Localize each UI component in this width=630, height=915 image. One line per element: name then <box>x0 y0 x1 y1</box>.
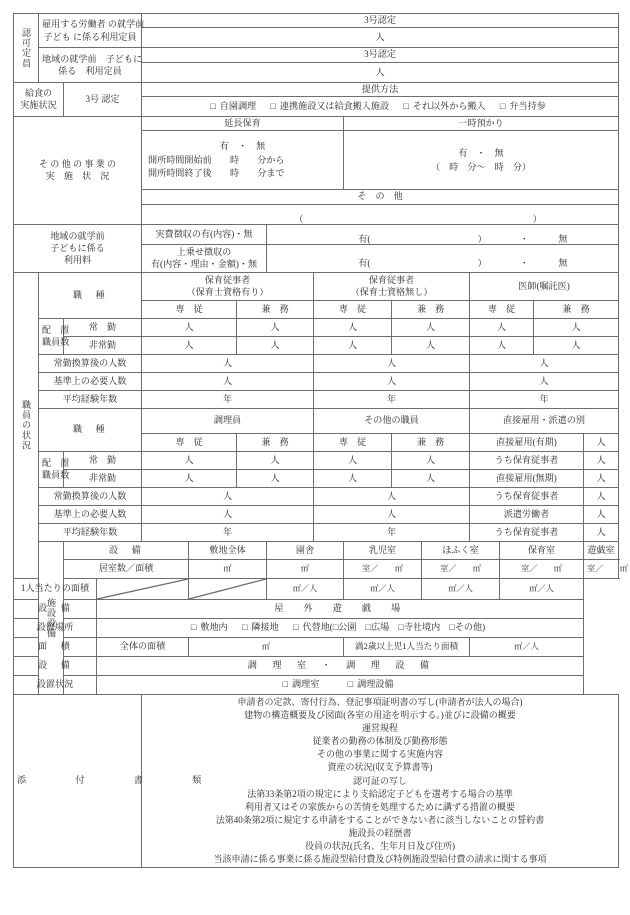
staff-block2-fulltime-row <box>14 451 619 469</box>
capacity-item-1-label: 地域の就学前 子どもに 係る 利用定員 <box>39 48 142 82</box>
attachment-item: 役員の状況(氏名、生年月日及び住所) <box>305 841 456 852</box>
staff-b2-r0-c2[interactable]: 人 <box>314 451 392 469</box>
staff-b1-r1-c3[interactable]: 人 <box>392 336 470 354</box>
staff-b1-r1-c4[interactable]: 人 <box>470 336 534 354</box>
facility-per-person-v1-diagonal <box>189 578 267 599</box>
staff-block2-row-0-label: 常 勤 <box>64 451 142 469</box>
staff-label-text: 職員の状況 <box>21 400 31 451</box>
fees-item-0-label: 実費徴収の有(内容)・無 <box>142 224 267 244</box>
staff-emp-row-0-label: 直接雇用(有期) <box>470 433 584 451</box>
capacity-section-label <box>14 14 39 83</box>
staff-block1-summary-1 <box>14 372 619 390</box>
kitchen-equipment-label: 設 備 <box>14 656 97 675</box>
temporary-care-timerange[interactable]: （ 時 分～ 時 分） <box>430 161 532 172</box>
outdoor-title: 屋 外 遊 戯 場 <box>97 599 584 618</box>
capacity-item-0-certification: 3号認定 <box>142 14 619 28</box>
staff-block1-row-0-label: 常 勤 <box>64 318 142 336</box>
capacity-row-2a <box>14 48 619 62</box>
staff-b1-sum0-label: 常勤換算後の人数 <box>39 354 142 372</box>
staff-b1-sum0-v1[interactable]: 人 <box>314 354 470 372</box>
extended-care-after[interactable]: 開所時間終了後 時 分まで <box>148 168 285 179</box>
staff-emp-row-5-value[interactable]: 人 <box>584 523 619 541</box>
facility-per-person-v3[interactable]: ㎡／人 <box>344 578 422 599</box>
staff-b1-r0-c5[interactable]: 人 <box>534 318 619 336</box>
outdoor-location-label: 設置場所 <box>14 618 97 637</box>
facility-rooms-area-label: 居室数／面積 <box>64 559 189 578</box>
facility-rooms-area-row <box>14 559 619 578</box>
staff-block2-type-label: 職 種 <box>39 408 142 451</box>
extended-care-before[interactable]: 開所時間開始前 時 分から <box>148 154 285 165</box>
capacity-item-1-certification: 3号認定 <box>142 48 619 62</box>
outdoor-title-row <box>14 599 619 618</box>
attachment-item: 運営規程 <box>362 723 399 734</box>
kitchen-status-options[interactable] <box>97 675 584 694</box>
outdoor-per-child-label: 満2歳以上児1人当たり面積 <box>344 637 470 656</box>
staff-b2-r1-c3[interactable]: 人 <box>392 469 470 487</box>
staff-b2-sum2-label: 平均経験年数 <box>39 523 142 541</box>
meals-method-header: 提供方法 <box>142 82 619 96</box>
staff-block1-category-1: 保育従事者 （保育士資格無し） <box>314 272 470 300</box>
staff-block1-subcol-2: 専 従 <box>314 300 392 318</box>
other-services-header-row <box>14 117 619 131</box>
attachment-item: 施設長の経歴書 <box>348 828 412 839</box>
application-form-table <box>13 13 628 868</box>
staff-block2-summary-2 <box>14 523 619 541</box>
staff-block1-subcol-4: 専 従 <box>470 300 534 318</box>
attachments-row <box>14 694 619 868</box>
extended-care-detail[interactable] <box>142 131 344 190</box>
attachment-item: 法第40条第2項に規定する申請をすることができない者に該当しないことの誓約書 <box>215 814 545 825</box>
attachment-item: 認可証の写し <box>353 775 408 786</box>
attachment-item: 申請者の定款、寄付行為、登記事項証明書の写し(申請者が法人の場合) <box>237 696 523 707</box>
staff-block2-subcol-0: 専 従 <box>142 433 237 451</box>
staff-b1-r0-c1[interactable]: 人 <box>237 318 314 336</box>
staff-block1-count-label: 配 置 職員数 <box>39 318 64 354</box>
facility-label-text: 施設設備 <box>46 597 56 638</box>
staff-block2-count-label: 配 置 職員数 <box>39 451 64 487</box>
staff-emp-row-0-value[interactable]: 人 <box>584 433 619 451</box>
attachment-item: その他の事業に関する実施内容 <box>317 749 444 760</box>
staff-b1-sum0-v2[interactable]: 人 <box>470 354 619 372</box>
staff-emp-row-1-value[interactable]: 人 <box>584 451 619 469</box>
temporary-care-detail[interactable] <box>344 131 619 190</box>
staff-b2-sum0-label: 常勤換算後の人数 <box>39 487 142 505</box>
staff-b2-r1-c1[interactable]: 人 <box>237 469 314 487</box>
facility-per-person-v0-diagonal <box>97 578 189 599</box>
facility-rooms-v3[interactable]: 室／ ㎡ <box>422 559 500 578</box>
facility-rooms-v2[interactable]: 室／ ㎡ <box>344 559 422 578</box>
fees-row-0 <box>14 224 619 244</box>
staff-b1-sum1-v1[interactable]: 人 <box>314 372 470 390</box>
staff-b2-sum0-v1[interactable]: 人 <box>314 487 470 505</box>
fees-item-0-value[interactable]: 有( ） ・ 無 <box>267 224 619 244</box>
facility-columns-row <box>14 541 619 559</box>
attachment-item: 利用者又はその家族からの苦情を処理するために講ずる措置の概要 <box>245 801 516 812</box>
staff-emp-row-5-label: うち保育従事者 <box>470 523 584 541</box>
meals-certification-label: 3号 認定 <box>64 82 142 116</box>
staff-block1-subcol-0: 専 従 <box>142 300 237 318</box>
staff-b1-r1-c1[interactable]: 人 <box>237 336 314 354</box>
staff-b2-sum2-v0[interactable]: 年 <box>142 523 314 541</box>
facility-rooms-v5[interactable]: 室／ ㎡ <box>584 559 619 578</box>
facility-col-3: ほふく室 <box>422 541 500 559</box>
staff-block1-subcol-5: 兼 務 <box>534 300 619 318</box>
staff-b1-r1-c5[interactable]: 人 <box>534 336 619 354</box>
staff-block1-category-2: 医師(嘱託医) <box>470 272 619 300</box>
capacity-label-text: 認可定員 <box>21 27 31 69</box>
kitchen-option-0[interactable]: □ 調理室 <box>282 679 320 690</box>
outdoor-location-options[interactable] <box>97 618 584 637</box>
staff-emp-row-1-label: うち保育従事者 <box>470 451 584 469</box>
kitchen-status-label: 設置状況 <box>14 675 97 694</box>
staff-block2-subcol-3: 兼 務 <box>392 433 470 451</box>
staff-block1-category-row <box>14 272 619 300</box>
other-services-other-value[interactable]: （ ） <box>142 204 619 224</box>
staff-b2-r0-c1[interactable]: 人 <box>237 451 314 469</box>
meals-option-0[interactable]: □ 自園調理 <box>210 100 257 111</box>
outdoor-area-label: 面 積 <box>14 637 97 656</box>
facility-per-person-v4[interactable]: ㎡／人 <box>422 578 500 599</box>
kitchen-status-row <box>14 675 619 694</box>
staff-b2-r1-c0[interactable]: 人 <box>142 469 237 487</box>
facility-col-2: 乳児室 <box>344 541 422 559</box>
staff-b2-r1-c2[interactable]: 人 <box>314 469 392 487</box>
temporary-care-header: 一時預かり <box>344 117 619 131</box>
staff-block2-summary-0 <box>14 487 619 505</box>
staff-block1-subcol-3: 兼 務 <box>392 300 470 318</box>
staff-b1-sum0-v0[interactable]: 人 <box>142 354 314 372</box>
staff-b2-sum1-v0[interactable]: 人 <box>142 505 314 523</box>
facility-per-person-v5[interactable]: ㎡／人 <box>500 578 584 599</box>
staff-block2-summary-1 <box>14 505 619 523</box>
meals-option-3[interactable]: □ 弁当持参 <box>499 100 546 111</box>
staff-emp-row-2-value[interactable]: 人 <box>584 469 619 487</box>
outdoor-total-area-label: 全体の面積 <box>97 637 189 656</box>
staff-b2-sum2-v1[interactable]: 年 <box>314 523 470 541</box>
meals-option-1[interactable]: □ 連携施設又は給食搬入施設 <box>270 100 390 111</box>
staff-block1-parttime-row <box>14 336 619 354</box>
fees-item-1-value[interactable]: 有( ） ・ 無 <box>267 244 619 272</box>
facility-per-person-row <box>14 578 619 599</box>
staff-b2-r0-c3[interactable]: 人 <box>392 451 470 469</box>
facility-col-5: 遊戯室 <box>584 541 619 559</box>
outdoor-location-row <box>14 618 619 637</box>
staff-b1-r0-c3[interactable]: 人 <box>392 318 470 336</box>
attachment-item: 当該申請に係る事業に係る施設型給付費及び特例施設型給付費の請求に関する事項 <box>213 854 547 865</box>
staff-emp-row-3-value[interactable]: 人 <box>584 487 619 505</box>
facility-per-person-v2[interactable]: ㎡／人 <box>267 578 344 599</box>
staff-b1-sum1-v2[interactable]: 人 <box>470 372 619 390</box>
facility-rooms-v0[interactable]: ㎡ <box>189 559 267 578</box>
staff-b1-sum2-v2[interactable]: 年 <box>470 390 619 408</box>
capacity-row-1a <box>14 14 619 28</box>
outdoor-area-row <box>14 637 619 656</box>
temporary-care-yesno[interactable]: 有 ・ 無 <box>458 147 504 158</box>
staff-b2-r0-c0[interactable]: 人 <box>142 451 237 469</box>
extended-care-yesno[interactable]: 有 ・ 無 <box>219 141 266 152</box>
facility-col-1: 園舎 <box>267 541 344 559</box>
staff-block1-summary-0 <box>14 354 619 372</box>
staff-emp-row-4-value[interactable]: 人 <box>584 505 619 523</box>
staff-b1-r1-c2[interactable]: 人 <box>314 336 392 354</box>
staff-block1-row-1-label: 非常勤 <box>64 336 142 354</box>
staff-b1-sum2-label: 平均経験年数 <box>39 390 142 408</box>
facility-rooms-v1[interactable]: ㎡ <box>267 559 344 578</box>
capacity-item-1-value[interactable]: 人 <box>142 62 619 82</box>
capacity-item-0-label: 雇用する労働者 の就学前 子ども に係る利用定員 <box>39 14 142 48</box>
staff-b1-sum2-v0[interactable]: 年 <box>142 390 314 408</box>
kitchen-title-row <box>14 656 619 675</box>
fees-section-label: 地域の就学前 子どもに係る 利用料 <box>14 224 142 272</box>
staff-block2-category-0: 調理員 <box>142 408 314 433</box>
staff-block2-subcol-2: 専 従 <box>314 433 392 451</box>
staff-block1-fulltime-row <box>14 318 619 336</box>
staff-b1-r0-c0[interactable]: 人 <box>142 318 237 336</box>
other-services-other-header: そ の 他 <box>142 190 619 204</box>
staff-b2-sum1-label: 基準上の必要人数 <box>39 505 142 523</box>
staff-block2-category-1: その他の職員 <box>314 408 470 433</box>
staff-block2-category-row <box>14 408 619 433</box>
meals-method-options[interactable] <box>142 97 619 117</box>
meals-row-header <box>14 82 619 96</box>
staff-section-label <box>14 272 39 578</box>
attachment-item: 建物の構造概要及び図面(各室の用途を明示する。)並びに設備の概要 <box>244 709 516 720</box>
staff-block1-type-label: 職 種 <box>39 272 142 318</box>
attachments-list <box>142 694 619 868</box>
staff-b1-sum1-v0[interactable]: 人 <box>142 372 314 390</box>
staff-b1-sum1-label: 基準上の必要人数 <box>39 372 142 390</box>
staff-b1-r0-c4[interactable]: 人 <box>470 318 534 336</box>
attachment-item: 資産の状況(収支予算書等) <box>327 762 433 773</box>
staff-b1-r0-c2[interactable]: 人 <box>314 318 392 336</box>
attachment-item: 法第33条第2項の規定により支給認定子どもを選考する場合の基準 <box>247 788 513 799</box>
fees-item-1-label: 上乗せ徴収の 有(内容・理由・金額)・無 <box>142 244 267 272</box>
staff-b1-sum2-v1[interactable]: 年 <box>314 390 470 408</box>
extended-care-header: 延長保育 <box>142 117 344 131</box>
staff-block1-summary-2 <box>14 390 619 408</box>
meals-option-2[interactable]: □ それ以外から搬入 <box>403 100 486 111</box>
staff-b1-r1-c0[interactable]: 人 <box>142 336 237 354</box>
staff-block2-subcol-1: 兼 務 <box>237 433 314 451</box>
staff-emp-row-2-label: 直接雇用(無期) <box>470 469 584 487</box>
facility-rooms-v4[interactable]: 室／ ㎡ <box>500 559 584 578</box>
staff-b2-sum0-v0[interactable]: 人 <box>142 487 314 505</box>
kitchen-title: 調 理 室 ・ 調 理 設 備 <box>97 656 584 675</box>
outdoor-per-child-value[interactable]: ㎡／人 <box>470 637 584 656</box>
staff-block2-row-1-label: 非常勤 <box>64 469 142 487</box>
outdoor-location-option-1[interactable]: □ 隣接地 <box>241 622 279 633</box>
staff-block1-subcol-1: 兼 務 <box>237 300 314 318</box>
facility-per-person-label: 1人当たりの面積 <box>14 578 97 599</box>
facility-col-4: 保育室 <box>500 541 584 559</box>
attachments-label: 添 付 書 類 <box>14 694 142 868</box>
capacity-item-0-value[interactable]: 人 <box>142 28 619 48</box>
outdoor-equipment-label: 設 備 <box>14 599 97 618</box>
outdoor-location-option-2[interactable]: □ 代替地(□公園 □広場 □寺社境内 □その他) <box>293 622 486 633</box>
other-services-section-label: そ の 他 の 事 業 の 実 施 状 況 <box>14 117 142 225</box>
attachment-item: 従業者の勤務の体制及び勤務形態 <box>312 736 448 747</box>
kitchen-option-1[interactable]: □ 調理設備 <box>347 679 394 690</box>
outdoor-location-option-0[interactable]: □ 敷地内 <box>190 622 228 633</box>
staff-block2-parttime-row <box>14 469 619 487</box>
staff-b2-sum1-v1[interactable]: 人 <box>314 505 470 523</box>
staff-emp-row-4-label: 派遣労働者 <box>470 505 584 523</box>
facility-equipment-label: 設 備 <box>64 541 189 559</box>
staff-block2-employment-header: 直接雇用・派遣の別 <box>470 408 619 433</box>
outdoor-total-area-value[interactable]: ㎡ <box>189 637 344 656</box>
facility-col-0: 敷地全体 <box>189 541 267 559</box>
staff-emp-row-3-label: うち保育従事者 <box>470 487 584 505</box>
meals-section-label: 給食の 実施状況 <box>14 82 64 116</box>
staff-block1-category-0: 保育従事者 （保育士資格有り） <box>142 272 314 300</box>
